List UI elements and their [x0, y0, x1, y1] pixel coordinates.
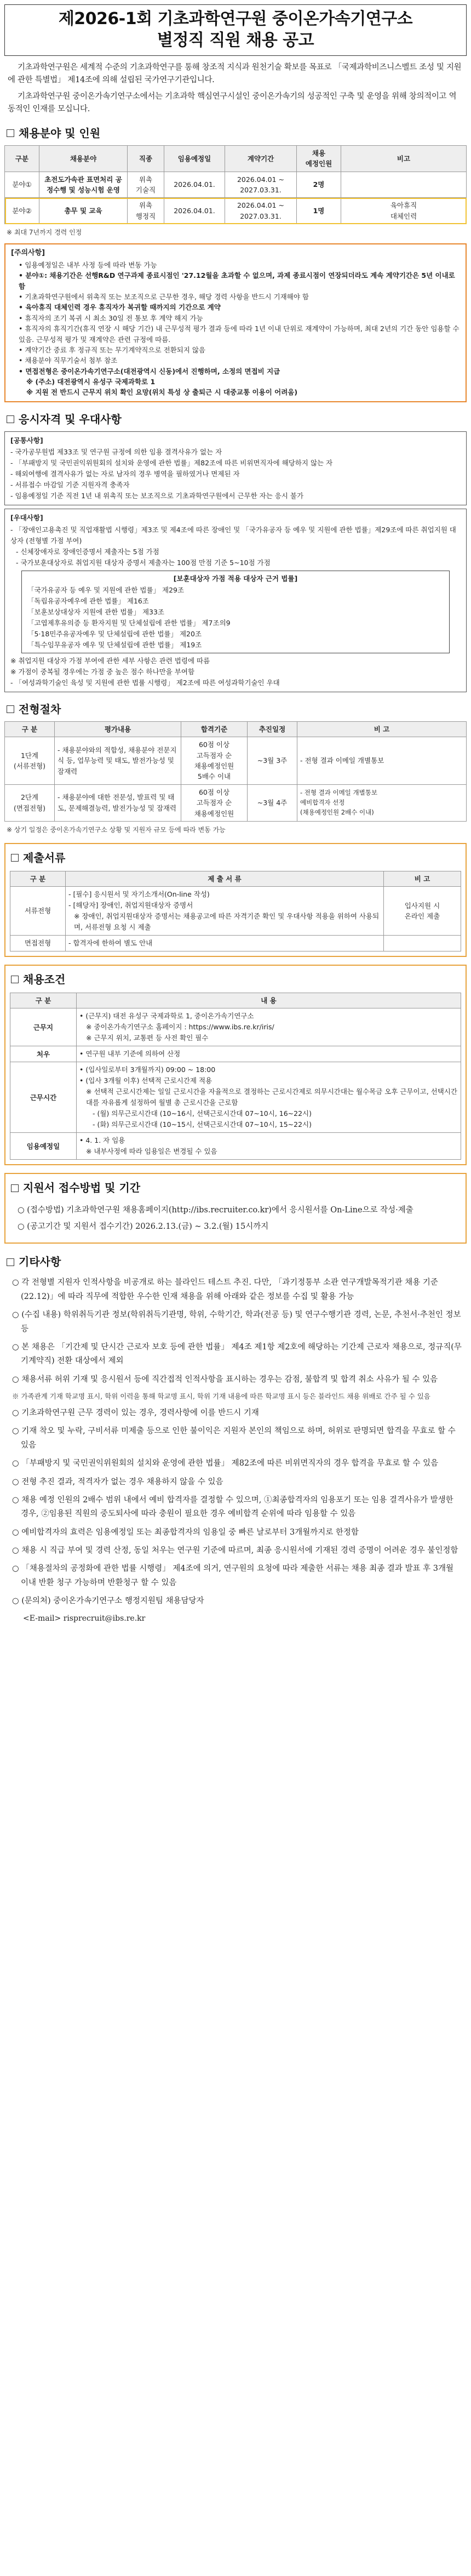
list-item: - [필수] 응시원서 및 자기소개서(On-line 작성): [68, 890, 210, 898]
pref-heading: [우대사항]: [10, 514, 43, 522]
th-div: 구 분: [10, 871, 66, 886]
cell-content: [77, 1062, 461, 1133]
recruit-fields-table: [4, 145, 467, 224]
list-item: ※ (주소) 대전광역시 유성구 국제과학로 1: [26, 378, 156, 386]
list-item: ○ (수집 내용) 학위취득기관 정보(학위취득기관명, 학위, 수학기간, 학과(전공 등) 및 연구수행기관 경력, 논문, 추천서·추천인 정보 등: [12, 1310, 461, 1333]
common-qualifications-box: [4, 431, 467, 505]
th-count: 채용 예정인원: [297, 145, 341, 172]
documents-section: [4, 843, 467, 957]
cell-field: 총무 및 교육: [39, 198, 128, 224]
list-item: • 면접전형은 중이온가속기연구소(대전광역시 신동)에서 진행하며, 소정의 면접비 지급: [19, 367, 280, 375]
section-title-text: 응시자격 및 우대사항: [19, 412, 122, 426]
checkbox-bullet-icon: [11, 1184, 19, 1192]
list-item: - 국가공무원법 제33조 및 연구원 규정에 의한 임용 결격사유가 없는 자: [10, 448, 222, 457]
section-recruit-fields-title: [7, 125, 467, 142]
list-item: - 합격자에 한하여 별도 안내: [68, 938, 153, 947]
list-item: ○ 채용 시 직급 부여 및 경력 산정, 동일 처우는 연구원 기준에 따르며, 최종 응시원서에 기재된 경력 증명이 어려운 경우 불인정함: [12, 1546, 458, 1555]
cell-count: 2명: [297, 172, 341, 198]
th-type: 직종: [128, 145, 164, 172]
section-process-title: [7, 701, 467, 718]
cell-div: 1단계 (서류전형): [5, 737, 55, 785]
list-item: • (근무지) 대전 유성구 국제과학로 1, 중이온가속기연구소: [79, 1012, 254, 1021]
cell-field: 초전도가속관 표면처리 공정수행 및 성능시험 운영: [39, 172, 128, 198]
notice-list: [11, 260, 460, 398]
cell-div: 근무시간: [10, 1062, 77, 1133]
conditions-table: [10, 993, 461, 1160]
list-item: ○ 채용 예정 인원의 2배수 범위 내에서 예비 합격자를 결정할 수 있으며, ①최종합격자의 임용포기 또는 임용 결격사유가 발생한 경우, ②임용된 직원의 중도퇴사에 따라 충원이 필요한 경우 예비합격 순위에 따라 임용할 수 있음: [12, 1495, 453, 1519]
cell-content: [77, 1046, 461, 1062]
table-row: [10, 1062, 461, 1133]
cell-div: 서류전형: [10, 886, 66, 935]
list-item: ○ 각 전형별 지원자 인적사항을 비공개로 하는 블라인드 테스트 추진. 다만, 「과기정통부 소관 연구개발목적기관 채용 기준(22.12)」에 따라 직무에 적합한 우수한 인재 채용을 위해 아래와 같은 정보를 수집 및 활용 가능: [12, 1278, 438, 1301]
table-row: [10, 1008, 461, 1046]
cell-period: 2026.04.01 ~ 2027.03.31.: [225, 198, 297, 224]
list-item: 「국가유공자 등 예우 및 지원에 관한 법률」 제29조: [27, 585, 185, 594]
list-item: • 기초과학연구원에서 위촉직 또는 보조직으로 근무한 경우, 해당 경력 사항을 반드시 기재해야 함: [19, 293, 309, 301]
th-note: 비 고: [384, 871, 461, 886]
cell-div: 분야①: [5, 172, 39, 198]
th-div: 구분: [5, 145, 39, 172]
table-row: [10, 935, 461, 951]
conditions-section: [4, 965, 467, 1165]
list-item: 「고엽제후유의증 등 환자지원 및 단체설립에 관한 법률」 제7조의9: [27, 618, 231, 627]
cell-div: 2단계 (면접전형): [5, 784, 55, 821]
cell-div: 근무지: [10, 1008, 77, 1046]
veterans-law-title: [보훈대상자 가점 적용 대상자 근거 법률]: [173, 574, 298, 583]
list-item: - 「장애인고용촉진 및 직업재활법 시행령」제3조 및 제4조에 따른 장애인 및 「국가유공자 등 예우 및 지원에 관한 법률」제29조에 따른 취업지원 대상자 (전형별 가점 부여): [10, 525, 456, 545]
checkbox-bullet-icon: [7, 1258, 14, 1266]
list-item: ※ 근무지 위치, 교통편 등 사전 확인 필수: [86, 1034, 209, 1042]
process-note: ※ 상기 일정은 중이온가속기연구소 상황 및 지원자 규모 등에 따라 변동 가능: [7, 825, 226, 834]
list-item: ○ (문의처) 중이온가속기연구소 행정지원팀 채용담당자: [12, 1597, 204, 1606]
cell-note: - 전형 결과 이메일 개별통보 예비합격자 선정 (채용예정인원 2배수 이내): [297, 784, 467, 821]
th-period: 계약기간: [225, 145, 297, 172]
page-title-line2: 별정직 직원 채용 공고: [157, 31, 314, 50]
cell-docs: [66, 935, 384, 951]
apply-method: ○ (접수방법) 기초과학연구원 채용홈페이지(http://ibs.recruiter.co.kr)에서 응시원서를 On-Line으로 작성·제출: [18, 1206, 413, 1215]
list-item: - 「부패방지 및 국민권익위원회의 설치와 운영에 관한 법률」제82조에 따른 비위면직자에 해당하지 않는 자: [10, 459, 333, 468]
cell-note: [341, 172, 467, 198]
page-title-line1: 제2026-1회 기초과학연구원 중이온가속기연구소: [58, 9, 413, 29]
list-item: • 채용분야 직무기술서 첨부 참조: [19, 356, 118, 365]
section-title-text: 전형절차: [19, 702, 61, 716]
section-etc-title: [7, 1253, 467, 1270]
list-item: - 임용예정일 기준 직전 1년 내 위촉직 또는 보조직으로 기초과학연구원에서 근무한 자는 응시 불가: [10, 492, 304, 500]
list-item: 「독립유공자예우에 관한 법률」 제16조: [27, 596, 149, 605]
cell-count: 1명: [297, 198, 341, 224]
section-documents-title: [11, 850, 461, 867]
cell-content: [77, 1008, 461, 1046]
section-title-text: 채용분야 및 인원: [19, 126, 101, 140]
list-item: ※ 내부사정에 따라 임용일은 변경될 수 있음: [86, 1147, 217, 1156]
cell-type: 위촉 행정직: [128, 198, 164, 224]
notice-box: [4, 243, 467, 402]
th-div: 구 분: [10, 993, 77, 1008]
table-row: [10, 886, 461, 935]
intro: [4, 61, 467, 116]
table-row: [5, 737, 467, 785]
list-item: • 분야①: 채용기간은 선행R&D 연구과제 종료시점인 '27.12월을 초과할 수 없으며, 과제 종료시점이 연장되더라도 계속 계약기간은 5년 이내로 함: [19, 271, 455, 290]
cell-docs: [66, 886, 384, 935]
list-item: ○ 기재 착오 및 누락, 구비서류 미제출 등으로 인한 불이익은 지원자 본인의 책임으로 하며, 허위로 판명되면 합격을 무효로 할 수 있음: [12, 1427, 456, 1450]
cell-period: 2026.04.01 ~ 2027.03.31.: [225, 172, 297, 198]
list-item: ※ 취업지원 대상자 가점 부여에 관한 세부 사항은 관련 법령에 따름: [10, 656, 210, 665]
list-item: • 연구원 내부 기준에 의하여 산정: [79, 1050, 181, 1058]
list-item: ○ 기초과학연구원 근무 경력이 있는 경우, 경력사항에 이를 반드시 기재: [12, 1409, 259, 1418]
list-item: • 휴직자의 휴직기간(휴직 연장 시 해당 기간) 내 근무성적 평가 결과 등에 따라 1년 이내 단위로 재계약이 가능하며, 최대 2년의 기간 동안 임용할 수 있음. 근무성적 평가 및 재계약은 관련 규정에 따름.: [19, 324, 459, 344]
list-item: ○ 채용서류 허위 기재 및 응시원서 등에 직간접적 인적사항을 표시하는 경우는 감점, 불합격 및 합격 취소 사유가 될 수 있음: [12, 1375, 438, 1384]
list-item: - [해당자] 장애인, 취업지원대상자 증명서: [68, 901, 193, 909]
checkbox-bullet-icon: [7, 415, 14, 423]
checkbox-bullet-icon: [11, 976, 19, 983]
list-item: ※ 가족관계 기재 학교명 표시, 학위 이력을 통해 학교명 표시, 학위 기재 내용에 따른 학교명 표시 등은 블라인드 채용 위배로 간주 될 수 있음: [12, 1392, 430, 1401]
veterans-law-box: [21, 571, 450, 653]
list-item: - 해외여행에 결격사유가 없는 자로 남자의 경우 병역을 필하였거나 면제된 자: [10, 470, 240, 478]
th-field: 채용분야: [39, 145, 128, 172]
th-content: 내 용: [77, 993, 461, 1008]
section-apply-title: [11, 1179, 461, 1196]
checkbox-bullet-icon: [11, 854, 19, 862]
intro-paragraph-1: 기초과학연구원은 세계적 수준의 기초과학연구를 통해 창조적 지식과 원천기술 확보를 목표로 「국제과학비즈니스벨트 조성 및 지원에 관한 특별법」 제14조에 의해 설립된 국가연구기관입니다.: [8, 63, 462, 85]
cell-schedule: ~3월 3주: [248, 737, 297, 785]
th-content: 평가내용: [55, 721, 181, 737]
list-item: • 계약기간 중료 후 정규직 또는 무기계약직으로 전환되지 않음: [19, 345, 206, 354]
documents-table: [10, 871, 461, 951]
list-item: ○ 「부패방지 및 국민권익위원회의 설치와 운영에 관한 법률」 제82조에 따른 비위면직자의 경우 합격을 무효로 할 수 있음: [12, 1459, 439, 1468]
list-item: • (입사일로부터 3개월까지) 09:00 ~ 18:00: [79, 1065, 216, 1074]
checkbox-bullet-icon: [7, 129, 14, 137]
cell-div: 면접전형: [10, 935, 66, 951]
list-item: - 국가보훈대상자로 취업지원 대상자 증명서 제출자는 100점 만점 기준 5~10점 가점: [16, 558, 271, 567]
cell-schedule: ~3월 4주: [248, 784, 297, 821]
cell-type: 위촉 기술직: [128, 172, 164, 198]
list-item: • 육아휴직 대체인력 경우 휴직자가 복귀할 때까지의 기간으로 계약: [19, 303, 221, 312]
common-heading: [공통사항]: [10, 436, 43, 444]
apply-section: [4, 1173, 467, 1244]
list-item: ※ 가점이 중복될 경우에는 가점 중 높은 점수 하나만을 부여함: [10, 667, 195, 676]
cell-content: - 채용분야와의 적합성, 채용분야 전문지식 등, 업무능력 및 태도, 발전가능성 및 잠재력: [55, 737, 181, 785]
cell-div: 임용예정일: [10, 1133, 77, 1160]
section-title-text: 기타사항: [19, 1255, 61, 1269]
process-table: [4, 721, 467, 822]
cell-note: 육아휴직 대체인력: [341, 198, 467, 224]
preferences-box: [4, 509, 467, 692]
intro-paragraph-2: 기초과학연구원 중이온가속기연구소에서는 기초과학 핵심연구시설인 중이온가속기의 성공적인 구축 및 운영을 위해 창의적이고 역동적인 인재를 모십니다.: [8, 92, 457, 114]
list-item: - (화) 의무근로시간대 (10~15시, 선택근로시간대 07~10시, 15~22시): [93, 1120, 312, 1129]
table-row: [10, 1046, 461, 1062]
list-item: ○ 본 채용은 「기간제 및 단시간 근로자 보호 등에 관한 법률」 제4조 제1항 제2호에 해당하는 기간제 근로자 채용으로, 정규직(무기계약직) 전환 대상에서 제외: [12, 1342, 462, 1366]
notice-heading: [주의사항]: [11, 248, 45, 257]
list-item: ※ 장애인, 취업지원대상자 증명서는 채용공고에 따른 자격기준 확인 및 우대사항 적용을 위하여 사용되며, 서류전형 요청 시 제출: [74, 911, 380, 931]
list-item: 「보훈보상대상자 지원에 관한 법률」 제33조: [27, 607, 165, 616]
list-item: ○ 예비합격자의 효력은 임용예정일 또는 최종합격자의 임용일 중 빠른 날로부터 3개월까지로 한정함: [12, 1528, 359, 1537]
apply-body: [10, 1201, 461, 1238]
list-item: - 「여성과학기술인 육성 및 지원에 관한 법률 시행령」 제2조에 따른 여성과학기술인 우대: [10, 678, 280, 687]
contact-email[interactable]: <E-mail> risprecruit@ibs.re.kr: [23, 1614, 146, 1623]
apply-period: ○ (공고기간 및 지원서 접수기간) 2026.2.13.(금) ~ 3.2.(월) 15시까지: [18, 1222, 269, 1232]
list-item: ○ 「채용절차의 공정화에 관한 법률 시행령」 제4조에 의거, 연구원의 요청에 따라 제출한 서류는 채용 최종 결과 발표 후 3개월 이내 반환 청구 가능하며 반환청구 할 수 있음: [12, 1564, 454, 1587]
title-box: [4, 4, 467, 56]
list-item: • 휴직자의 조기 복귀 시 최소 30일 전 통보 후 계약 해지 가능: [19, 314, 203, 322]
th-note: 비 고: [297, 721, 467, 737]
list-item: • 임용예정일은 내부 사정 등에 따라 변동 가능: [19, 260, 157, 269]
th-pass: 합격기준: [181, 721, 248, 737]
cell-start: 2026.04.01.: [164, 172, 225, 198]
list-item: 「5·18민주유공자예우 및 단체설립에 관한 법률」 제20조: [27, 629, 202, 638]
section-title-text: 채용조건: [23, 972, 66, 986]
cell-note: 입사지원 시 온라인 제출: [384, 886, 461, 935]
th-note: 비고: [341, 145, 467, 172]
section-title-text: 지원서 접수방법 및 기간: [23, 1181, 141, 1195]
cell-pass: 60점 이상 고득점자 순 채용예정인원: [181, 784, 248, 821]
cell-content: [77, 1133, 461, 1160]
list-item: ○ 전형 추진 결과, 적격자가 없는 경우 채용하지 않을 수 있음: [12, 1477, 223, 1486]
th-div: 구 분: [5, 721, 55, 737]
th-start: 임용예정일: [164, 145, 225, 172]
list-item: • 4. 1. 자 임용: [79, 1136, 125, 1145]
cell-note: [384, 935, 461, 951]
table-row: [5, 198, 467, 224]
section-qualifications-title: [7, 411, 467, 428]
list-item: ※ 선택적 근로시간제는 일일 근로시간을 자율적으로 결정하는 근로시간제로 의무시간대는 월수목금 오후 근무이고, 선택시간대를 자유롭게 설정하여 월별 총 근로시간을 근로함: [86, 1087, 457, 1107]
section-conditions-title: [11, 971, 461, 988]
list-item: - 서류접수 마감일 기준 지원자격 충족자: [10, 481, 130, 489]
cell-pass: 60점 이상 고득점자 순 채용예정인원 5배수 이내: [181, 737, 248, 785]
cell-content: - 채용분야에 대한 전문성, 발표력 및 태도, 문제해결능력, 발전가능성 및 잠재력: [55, 784, 181, 821]
table-row: [10, 1133, 461, 1160]
list-item: • (입사 3개월 이후) 선택적 근로시간제 적용: [79, 1076, 212, 1085]
cell-div: 분야②: [5, 198, 39, 224]
section-title-text: 제출서류: [23, 851, 66, 864]
th-schedule: 추진일정: [248, 721, 297, 737]
th-docs: 제 출 서 류: [66, 871, 384, 886]
table-row: [5, 172, 467, 198]
etc-body: [4, 1274, 467, 1608]
cell-note: - 전형 결과 이메일 개별통보: [297, 737, 467, 785]
list-item: - 신체장애자로 장애인증명서 제출자는 5점 가점: [16, 547, 159, 556]
list-item: ※ 지원 전 반드시 근무지 위치 확인 요망(위치 특성 상 출퇴근 시 대중교통 이용이 어려움): [26, 388, 298, 397]
cell-start: 2026.04.01.: [164, 198, 225, 224]
career-note: ※ 최대 7년까지 경력 인정: [7, 229, 82, 237]
list-item: ※ 중이온가속기연구소 홈페이지 : https://www.ibs.re.kr/iris/: [86, 1023, 274, 1031]
list-item: - (월) 의무근로시간대 (10~16시, 선택근로시간대 07~10시, 16~22시): [93, 1109, 312, 1118]
table-row: [5, 784, 467, 821]
list-item: 「특수임무유공자 예우 및 단체설립에 관한 법률」 제19조: [27, 640, 202, 649]
cell-div: 처우: [10, 1046, 77, 1062]
checkbox-bullet-icon: [7, 705, 14, 713]
